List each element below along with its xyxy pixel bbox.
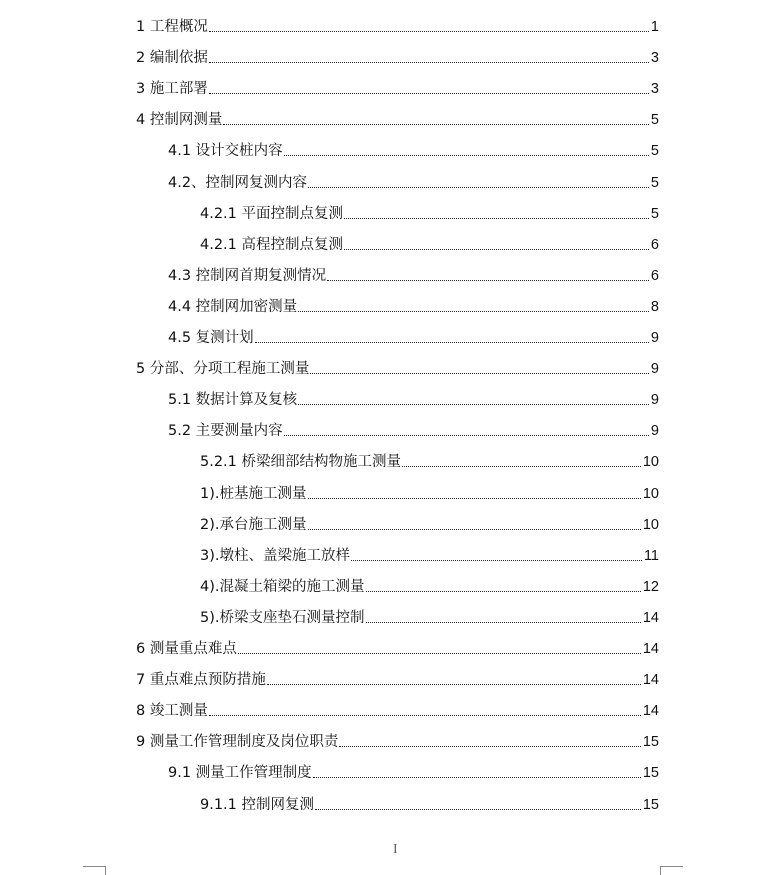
toc-entry-page: 1 (650, 19, 659, 35)
toc-entry-page: 14 (642, 703, 659, 719)
dot-leader (223, 124, 649, 125)
toc-entry[interactable] (168, 760, 659, 782)
toc-entry[interactable] (168, 418, 659, 440)
toc-entry[interactable] (168, 138, 659, 160)
toc-entry-title: 2).承台施工测量 (200, 517, 307, 533)
toc-entry-page: 14 (642, 672, 659, 688)
dot-leader (267, 684, 641, 685)
dot-leader (284, 435, 649, 436)
toc-entry-title: 3 施工部署 (136, 81, 208, 97)
dot-leader (255, 342, 649, 343)
toc-entry-title: 2 编制依据 (136, 50, 208, 66)
toc-entry[interactable] (200, 574, 659, 596)
toc-entry-title: 4.3 控制网首期复测情况 (168, 268, 327, 284)
toc-entry-title: 5 分部、分项工程施工测量 (136, 361, 310, 377)
toc-entry[interactable] (136, 76, 659, 98)
toc-entry-page: 15 (642, 734, 659, 750)
toc-entry-page: 10 (642, 517, 659, 533)
toc-entry[interactable] (168, 263, 659, 285)
dot-leader (308, 529, 641, 530)
toc-entry[interactable] (136, 107, 659, 129)
toc-entry[interactable] (136, 45, 659, 67)
toc-entry[interactable] (136, 636, 659, 658)
dot-leader (327, 280, 649, 281)
toc-entry-page: 6 (650, 237, 659, 253)
toc-entry-title: 5.2.1 桥梁细部结构物施工测量 (200, 454, 402, 470)
dot-leader (284, 155, 649, 156)
toc-entry-title: 4).混凝土箱梁的施工测量 (200, 579, 365, 595)
toc-entry-title: 5.1 数据计算及复核 (168, 392, 298, 408)
toc-entry-page: 15 (642, 765, 659, 781)
toc-entry-title: 4.5 复测计划 (168, 330, 254, 346)
toc-entry-title: 7 重点难点预防措施 (136, 672, 266, 688)
toc-entry-page: 6 (650, 268, 659, 284)
dot-leader (344, 218, 649, 219)
toc-entry-title: 9 测量工作管理制度及岗位职责 (136, 734, 339, 750)
toc-entry[interactable] (200, 449, 659, 471)
toc-entry-page: 5 (650, 143, 659, 159)
dot-leader (310, 373, 649, 374)
dot-leader (298, 404, 649, 405)
dot-leader (344, 249, 649, 250)
dot-leader (209, 62, 649, 63)
dot-leader (351, 560, 642, 561)
crop-mark-right (660, 866, 683, 875)
toc-entry-page: 15 (642, 797, 659, 813)
dot-leader (313, 777, 641, 778)
toc-entry-title: 9.1.1 控制网复测 (200, 797, 315, 813)
toc-entry-title: 4.2.1 高程控制点复测 (200, 237, 344, 253)
dot-leader (238, 653, 641, 654)
dot-leader (402, 466, 641, 467)
toc-entry-page: 3 (650, 50, 659, 66)
toc-entry[interactable] (168, 294, 659, 316)
toc-entry-title: 4.4 控制网加密测量 (168, 299, 298, 315)
toc-entry-title: 4.2、控制网复测内容 (168, 175, 308, 191)
toc-entry-page: 5 (650, 175, 659, 191)
toc-entry[interactable] (136, 698, 659, 720)
toc-entry-page: 5 (650, 206, 659, 222)
crop-mark-left (83, 866, 106, 875)
toc-entry[interactable] (168, 325, 659, 347)
toc-entry-page: 9 (650, 423, 659, 439)
toc-entry-title: 5).桥梁支座垫石测量控制 (200, 610, 365, 626)
toc-entry-title: 3).墩柱、盖梁施工放样 (200, 548, 350, 564)
toc-entry[interactable] (200, 543, 659, 565)
toc-entry-title: 1 工程概况 (136, 19, 208, 35)
toc-entry-title: 6 测量重点难点 (136, 641, 237, 657)
dot-leader (308, 498, 641, 499)
toc-entry-title: 1).桩基施工测量 (200, 486, 307, 502)
toc-entry[interactable] (136, 667, 659, 689)
toc-entry-page: 14 (642, 641, 659, 657)
toc-entry[interactable] (200, 481, 659, 503)
dot-leader (209, 93, 649, 94)
toc-entry[interactable] (200, 512, 659, 534)
toc-entry[interactable] (200, 792, 659, 814)
dot-leader (315, 809, 641, 810)
toc-entry-page: 10 (642, 454, 659, 470)
dot-leader (339, 746, 641, 747)
toc-entry[interactable] (168, 170, 659, 192)
toc-entry-title: 4.1 设计交桩内容 (168, 143, 283, 159)
dot-leader (298, 311, 649, 312)
toc-entry[interactable] (136, 729, 659, 751)
toc-entry[interactable] (168, 387, 659, 409)
page-number: I (393, 842, 398, 857)
toc-entry-page: 12 (642, 579, 659, 595)
toc-entry-title: 8 竣工测量 (136, 703, 208, 719)
toc-entry-page: 9 (650, 392, 659, 408)
toc-entry-title: 4 控制网测量 (136, 112, 223, 128)
toc-entry[interactable] (136, 356, 659, 378)
toc-entry[interactable] (136, 14, 659, 36)
toc-entry-page: 10 (642, 486, 659, 502)
toc-entry[interactable] (200, 605, 659, 627)
dot-leader (366, 622, 641, 623)
dot-leader (209, 31, 649, 32)
dot-leader (209, 715, 641, 716)
toc-entry-page: 9 (650, 330, 659, 346)
toc-entry-page: 5 (650, 112, 659, 128)
toc-entry-page: 3 (650, 81, 659, 97)
toc-entry-page: 14 (642, 610, 659, 626)
dot-leader (366, 591, 641, 592)
toc-entry-title: 5.2 主要测量内容 (168, 423, 283, 439)
toc-entry-page: 9 (650, 361, 659, 377)
toc-entry-title: 9.1 测量工作管理制度 (168, 765, 312, 781)
toc-entry-page: 11 (643, 548, 659, 564)
toc-entry[interactable] (200, 201, 659, 223)
toc-entry[interactable] (200, 232, 659, 254)
toc-entry-page: 8 (650, 299, 659, 315)
dot-leader (308, 187, 649, 188)
toc-entry-title: 4.2.1 平面控制点复测 (200, 206, 344, 222)
